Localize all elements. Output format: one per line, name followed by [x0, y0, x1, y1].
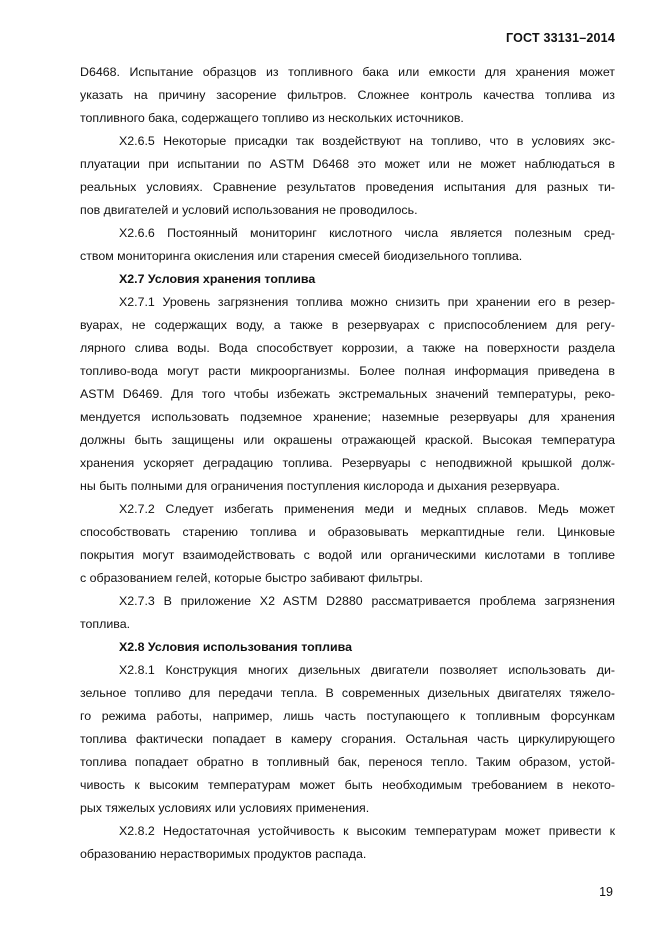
text-line: ством мониторинга окисления или старения смесей биодизельного топлива.: [80, 249, 523, 263]
text-line: ASTM D6469. Для того чтобы избежать экстремальных значений температуры, реко-: [80, 387, 615, 401]
text-line: го режима работы, например, лишь часть поступающего к топливным форсункам: [80, 709, 615, 723]
text-line: рых тяжелых условиях или условиях применения.: [80, 801, 370, 815]
text-line: должны быть защищены или окрашены отражающей краской. Высокая температура: [80, 433, 615, 447]
text-line: с образованием гелей, которые быстро забивают фильтры.: [80, 571, 423, 585]
text-line: плуатации при испытании по ASTM D6468 это может или не может наблюдаться в: [80, 157, 615, 171]
text-line: топлива попадает обратно в топливный бак, перенося тепло. Таким образом, устой-: [80, 755, 615, 769]
section-heading: X2.7 Условия хранения топлива: [119, 272, 316, 286]
page-number: 19: [599, 885, 613, 899]
text-line: мендуется использовать подземное хранение; наземные резервуары для хранения: [80, 410, 615, 424]
text-line: вуарах, не содержащих воду, а также в резервуарах с приспособлением для регу-: [80, 318, 615, 332]
text-line: X2.7.2 Следует избегать применения меди и медных сплавов. Медь может: [119, 502, 615, 516]
text-line: X2.7.1 Уровень загрязнения топлива можно снизить при хранении его в резер-: [119, 295, 615, 309]
text-line: ны быть полными для ограничения поступления кислорода и дыхания резервуара.: [80, 479, 560, 493]
text-line: топлива фактически попадает в камеру сгорания. Остальная часть циркулирующего: [80, 732, 615, 746]
page-header-standard: ГОСТ 33131–2014: [506, 31, 615, 45]
text-line: X2.8.2 Недостаточная устойчивость к высоким температурам может привести к: [119, 824, 615, 838]
text-line: топливо-вода могут расти микроорганизмы. Более полная информация приведена в: [80, 364, 615, 378]
text-line: хранения ускоряет деградацию топлива. Резервуары с неподвижной крышкой долж-: [80, 456, 615, 470]
text-line: чивость к высоким температурам может быть необходимым требованием в некото-: [80, 778, 615, 792]
text-line: X2.6.5 Некоторые присадки так воздействуют на топливо, что в условиях экс-: [119, 134, 615, 148]
text-line: пов двигателей и условий использования не проводилось.: [80, 203, 418, 217]
text-line: реальных условиях. Сравнение результатов проведения испытания для разных ти-: [80, 180, 615, 194]
text-line: зельное топливо для передачи тепла. В современных дизельных двигателях тяжело-: [80, 686, 615, 700]
text-line: указать на причину засорение фильтров. Сложнее контроль качества топлива из: [80, 88, 615, 102]
text-line: X2.8.1 Конструкция многих дизельных двигатели позволяет использовать ди-: [119, 663, 615, 677]
text-line: топливного бака, содержащего топливо из нескольких источников.: [80, 111, 464, 125]
text-line: лярного слива воды. Вода способствует коррозии, а также на поверхности раздела: [80, 341, 615, 355]
text-line: X2.7.3 В приложение X2 ASTM D2880 рассматривается проблема загрязнения: [119, 594, 615, 608]
text-line: топлива.: [80, 617, 131, 631]
text-line: способствовать старению топлива и образовывать меркаптидные гели. Цинковые: [80, 525, 615, 539]
text-line: образованию нерастворимых продуктов распада.: [80, 847, 367, 861]
text-line: D6468. Испытание образцов из топливного бака или емкости для хранения может: [80, 65, 615, 79]
text-line: X2.6.6 Постоянный мониторинг кислотного числа является полезным сред-: [119, 226, 615, 240]
text-line: покрытия могут взаимодействовать с водой или органическими кислотами в топливе: [80, 548, 615, 562]
section-heading: X2.8 Условия использования топлива: [119, 640, 353, 654]
